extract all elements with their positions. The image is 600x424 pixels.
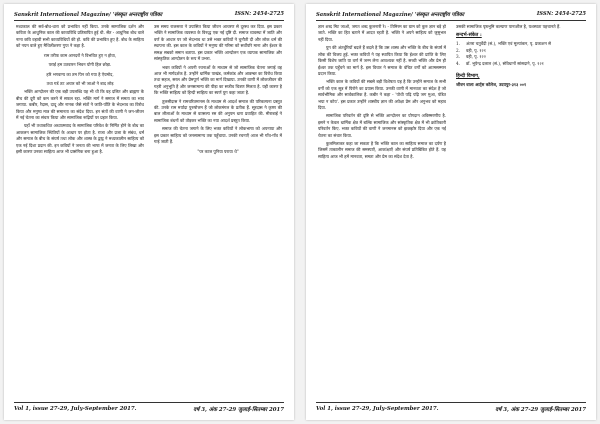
paragraph: यहाँ भी तथाकथित अध्यात्मवाद के सामाजिक परिवेश के निर्मित होने के बोध का आकलन सामाजिक स्थितियों के आधार पर होता है. राजा और प्रजा के संबंध, धर्म और समाज के बीच के संघर्ष तथा लोक और शास्त्र के द्वन्द्व ने मध्यकालीन साहित्य को एक नई दिशा प्रदान की. इन कवियों ने जनता की भाषा में जनता के लिए लिखा और इसी कारण उनका साहित्य आज भी प्रासंगिक बना हुआ है. [16,123,144,155]
page-header [316,8,586,19]
page-body [318,24,584,398]
volume-label: Vol 1, issue 27-29, July-September 2017. [14,406,137,412]
volume-label: Vol 1, issue 27-29, July-September 2017. [316,406,439,412]
header-divider [14,20,284,21]
page-body [16,24,282,398]
page-footer [14,404,284,414]
journal-title: Sanskrit International Magazine/ 'संस्कृत अन्तराष्ट्रीय पत्रिका [14,11,163,18]
reference-number: 3. [456,54,460,60]
paragraph: भक्ति काल के कवियों की सबसे बड़ी विशेषता यह है कि उन्होंने समाज के सभी वर्गों को एक सूत्र में पिरोने का प्रयास किया. उनकी वाणी में मानवता का संदेश है जो सार्वभौमिक और सार्वकालिक है. कबीर ने कहा - 'पोथी पढ़ि पढ़ि जग मुआ, पंडित भया न कोय'. इस प्रकार उन्होंने शास्त्रीय ज्ञान की अपेक्षा प्रेम और अनुभव को महत्व दिया. [318,79,446,111]
page-header [14,8,284,19]
paragraph: सामाजिक परिवर्तन की दृष्टि से भक्ति आन्दोलन का योगदान अविस्मरणीय है. इसने न केवल धार्मिक क्षेत्र में बल्कि सामाजिक और सांस्कृतिक क्षेत्र में भी क्रांतिकारी परिवर्तन किए. भक्त कवियों की वाणी ने जनमानस को झकझोर दिया और एक नई चेतना का संचार किया. [318,113,446,138]
hindi-volume-label: वर्ष 3, अंक 27-29 जुलाई-सितम्बर 2017 [495,407,586,413]
text-column-2 [154,24,282,398]
text-column-1 [318,24,446,398]
verse-line: तथा गर्ड तट अचार को भी जाओ ने बाद लोड़ [46,81,114,87]
paragraph: तुलसीदास ने रामचरितमानस के माध्यम से आदर्श समाज की परिकल्पना प्रस्तुत की. उनके राम मर्यादा पुरुषोत्तम हैं जो लोकमंगल के प्रतीक हैं. सूरदास ने कृष्ण की बाल लीलाओं के माध्यम से वात्सल्य रस की अनुपम धारा प्रवाहित की. मीराबाई ने सामाजिक बंधनों को तोड़कर भक्ति का नया आदर्श प्रस्तुत किया. [154,98,282,123]
paragraph: भक्त कवियों ने अपनी रचनाओं के माध्यम से जो सामाजिक चेतना जगाई वह आज भी मार्गदर्शक है. उन्होंने धार्मिक पाखंड, कर्मकांड और आडम्बर का विरोध किया तथा सहज, सरल और प्रेमपूर्ण भक्ति का मार्ग दिखाया. उनकी वाणी में लोकजीवन की गहरी अनुभूति है और जनसामान्य की पीड़ा का सजीव चित्रण मिलता है. यही कारण है कि भक्ति साहित्य को हिन्दी साहित्य का स्वर्ण युग कहा जाता है. [154,64,282,96]
left-page [4,4,294,420]
paragraph: कुलमिलाकर कहा जा सकता है कि भक्ति काल का साहित्य समाज का दर्पण है जिसमें तत्कालीन समाज की समस्याएँ, आकांक्षाएँ और संघर्ष प्रतिबिंबित होते हैं. यह साहित्य आज भी हमें मानवता, समता और प्रेम का संदेश देता है. [318,140,446,159]
issn-label: ISSN: 2454-2725 [234,10,284,17]
reference-text: अंतरा चतुर्वेदी (सं.), भक्ति एवं मूल्यांकन, पृ. प्रकाशन से [466,40,551,46]
paragraph: भक्ति आन्दोलन की एक बड़ी उपलब्धि यह भी थी कि वह दलित और ब्राह्मण के बीच की दूरी को कम करने में सफल रहा. भक्ति मार्ग ने समाज में समता का भाव जगाया. कबीर, रैदास, दादू और नानक जैसे संतों ने जाति-पाँति के भेदभाव का विरोध किया और मनुष्य मात्र की समानता का संदेश दिया. इन संतों की वाणी ने जन-जीवन में नई चेतना का संचार किया और सामाजिक रूढ़ियों पर प्रहार किया. [16,89,144,121]
paragraph: मध्यकाल की सर्व-बोध-धारा को प्रभावित नहीं किया. उनके सामाजिक दर्शन और कविता के आधुनिक काल की काव्यविधि प्रतिष्ठापित हुई थी. सेंत - आधुनिक बोध वाले नाना कवि वहावी सभी काव्यविधियों की हो. कवि की प्रभावित हुए है. बोध के साहित्य को नयन वाले हुए मैथिलीशरण गुप्त ने कहा है. [16,24,144,49]
reference-item [456,41,584,48]
reference-number: 4. [456,60,460,66]
right-page [306,4,596,420]
footer-divider [14,402,284,403]
references-heading: सन्दर्भ-संकेत : [456,32,482,39]
paragraph: समाज की चेतना जगाने के लिए भक्त कवियों ने लोकभाषा को अपनाया और इस प्रकार साहित्य को जनसामान्य तक पहुँचाया. उनकी रचनाएँ आज भी गाँव-गाँव में गाई जाती हैं. [154,126,282,145]
footer-divider [316,402,586,403]
quote-line: "पर काज पुनिया पराया थे" [197,148,239,154]
paragraph: ज्ञान शब्द मिट जाओ, जगत शब्द कुलनारी रे। - तिमिरम का ग्राम को कुरु ज्ञान बड़े हो जाते. भक्ति का हित बताने में आदत रहती है. भक्ति ने अपने साहित्य को जुसुभल नहीं दिया. [318,24,446,42]
text-column-2 [456,24,584,398]
verse-line: परार्ड़ हम उतवारन भिवन योगी हिल छोड़ा. [48,62,112,68]
paragraph: उसकी सामाजिक पृष्ठभूमि कल्याण पानाशील है, यशस्वता पहचानते हैं. [456,24,561,29]
reference-item [456,48,584,55]
author-department: हिन्दी विभाग, [456,73,480,80]
page-footer [316,404,586,414]
reference-number: 1. [456,40,460,46]
reference-text: डॉ. भूपेन्द्र दलाल (सं.), संविधानों सांसदाने, पृ. १२१ [466,60,544,66]
author-affiliation: जीवन वाला आर्ट्स कॉलेज, उदयपुर-३१३ ००१ [456,81,527,87]
text-column-1 [16,24,144,398]
issn-label: ISSN: 2454-2725 [536,10,586,17]
hindi-volume-label: वर्ष 3, अंक 27-29 जुलाई-सितम्बर 2017 [193,407,284,413]
verse-line: हरि भगवान्य का तम पिन को गया है ऐयमोद, [46,71,114,77]
reference-item [456,61,584,68]
journal-title: Sanskrit International Magazine/ 'संस्कृत अन्तराष्ट्रीय पत्रिका [316,11,465,18]
paragraph: युग की अंतर्धुरियों बदले हैं बदले है कि उस शास्त्र और भक्ति के बीच के संघर्ष में लोक की विजय हुई. भक्त कवियों ने यह स्थापित किया कि ईश्वर की प्राप्ति के लिए किसी विशेष जाति या वर्ण में जन्म लेना आवश्यक नहीं है. सच्ची भक्ति और प्रेम ही ईश्वर तक पहुँचने का मार्ग है. इस विचार ने समाज के वंचित वर्गों को आत्मसम्मान प्रदान किया. [318,45,446,76]
reference-text: वही, पृ. १२१ [466,47,486,53]
paragraph: उस समय राजसत्ता ने उपासित किया जीवन आचरण से दूरस्थ कर दिया. इस प्रकार भक्ति ने सामाजिक व्यवस्था के विरुद्ध एक नई दृष्टि दी. समाज व्यवस्था में जाति और वर्ण के आधार पर जो भेदभाव था उसे भक्त कवियों ने चुनौती दी और लोक धर्म की स्थापना की. इस काल के कवियों ने मनुष्य की गरिमा को सर्वोपरि माना और ईश्वर के समक्ष सबको समान बताया. इस प्रकार भक्ति आन्दोलन एक व्यापक सामाजिक और सांस्कृतिक आन्दोलन के रूप में उभरा. [154,24,282,62]
reference-text: वही, पृ. १२२ [466,54,486,60]
reference-number: 2. [456,47,460,53]
header-divider [316,20,586,21]
verse-line: राम तरीफ काम आनदरों ने विभवित हुए न होवा, [43,52,117,58]
reference-item [456,54,584,61]
